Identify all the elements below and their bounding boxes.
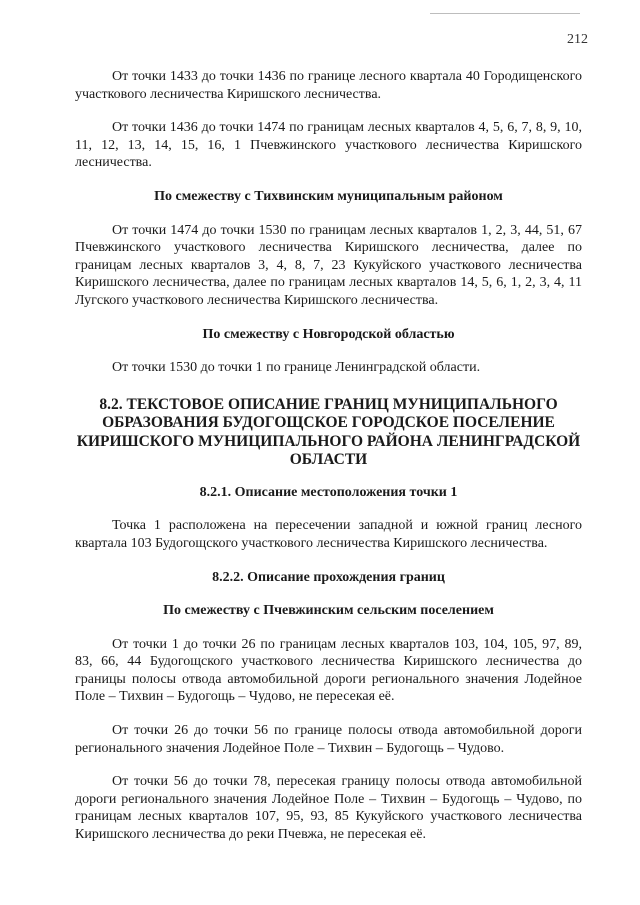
section-title-8-2: 8.2. ТЕКСТОВОЕ ОПИСАНИЕ ГРАНИЦ МУНИЦИПАЛЬНОГО ОБРАЗОВАНИЯ БУДОГОЩСКОЕ ГОРОДСКОЕ ПОСЕЛЕНИЕ КИРИШСКОГО МУНИЦИПАЛЬНОГО РАЙОНА ЛЕНИНГРАДСКОЙ ОБЛАСТИ: [76, 395, 581, 469]
paragraph-1474-1530: От точки 1474 до точки 1530 по границам лесных кварталов 1, 2, 3, 44, 51, 67 Пчевжинского участкового лесничества Киришского лесничества, далее по границам лесных кварталов 3, 4, 8, 7, 23 Кукуйского участкового лесничества Киришского лесничества, далее по границам лесных кварталов 14, 5, 6, 1, 2, 3, 4, 11 Лугского участкового лесничества Киришского лесничества.: [75, 222, 582, 308]
subheading-8-2-1: 8.2.1. Описание местоположения точки 1: [199, 484, 458, 500]
paragraph-1530-1: От точки 1530 до точки 1 по границе Ленинградской области.: [112, 360, 481, 376]
subheading-8-2-2: 8.2.2. Описание прохождения границ: [212, 569, 445, 585]
subheading-tikhvin: По смежеству с Тихвинским муниципальным районом: [154, 188, 503, 204]
paragraph-point-1: Точка 1 расположена на пересечении западной и южной границ лесного квартала 103 Будогощского участкового лесничества Киришского лесничества.: [75, 518, 582, 551]
document-body: [75, 68, 582, 844]
page-number: 212: [567, 32, 588, 47]
paragraph-1-26: От точки 1 до точки 26 по границам лесных кварталов 103, 104, 105, 97, 89, 83, 66, 44 Будогощского участкового лесничества Киришского лесничества до границы полосы отвода автомобильной дороги регионального значения Лодейное Поле – Тихвин – Будогощь – Чудово, не пересекая её.: [75, 636, 582, 705]
paragraph-56-78: От точки 56 до точки 78, пересекая границу полосы отвода автомобильной дороги регионального значения Лодейное Поле – Тихвин – Будогощь – Чудово, по границам лесных кварталов 107, 95, 93, 85 Кукуйского участкового лесничества Киришского лесничества до реки Пчевжа, не пересекая её.: [75, 774, 582, 843]
paragraph-26-56: От точки 26 до точки 56 по границе полосы отвода автомобильной дороги регионального значения Лодейное Поле – Тихвин – Будогощь – Чудово.: [75, 723, 582, 756]
paragraph-1433-1436: От точки 1433 до точки 1436 по границе лесного квартала 40 Городищенского участкового лесничества Киришского лесничества.: [75, 69, 582, 102]
top-rule: [430, 13, 580, 14]
subheading-novgorod: По смежеству с Новгородской областью: [202, 326, 455, 342]
paragraph-1436-1474: От точки 1436 до точки 1474 по границам лесных кварталов 4, 5, 6, 7, 8, 9, 10, 11, 12, 13, 14, 15, 16, 1 Пчевжинского участкового лесничества Киришского лесничества.: [75, 120, 582, 171]
subheading-pchevzha: По смежеству с Пчевжинским сельским поселением: [163, 603, 494, 619]
